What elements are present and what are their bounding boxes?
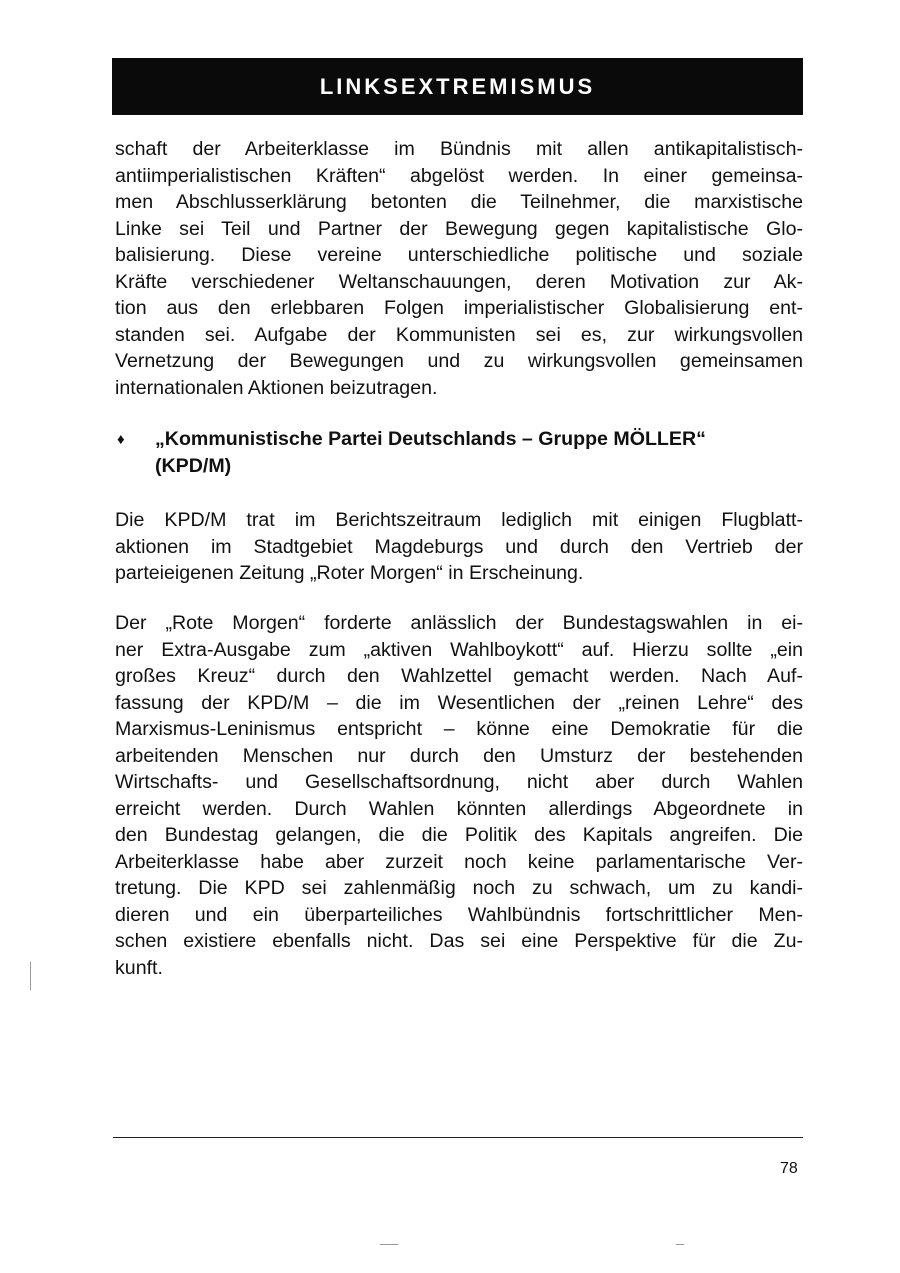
text-line: Arbeiterklasse habe aber zurzeit noch keine parlamentarische Ver- [115,850,803,873]
text-line: erreicht werden. Durch Wahlen könnten allerdings Abgeordnete in [115,797,803,820]
text-line: tion aus den erlebbaren Folgen imperialistischer Globalisierung ent- [115,297,803,319]
text-line: dieren und ein überparteiliches Wahlbündnis fortschrittlicher Men- [115,903,803,926]
scan-artifact [676,1244,684,1245]
text-line: antiimperialistischen Kräften“ abgelöst werden. In einer gemeinsa- [115,164,803,187]
section-heading-line: (KPD/M) [155,455,232,477]
section-heading [115,426,803,480]
text-line: Linke sei Teil und Partner der Bewegung gegen kapitalistische Glo- [115,217,803,240]
text-line: men Abschlusserklärung betonten die Teilnehmer, die marxistische [115,191,803,213]
text-line: großes Kreuz“ durch den Wahlzettel gemacht werden. Nach Auf- [115,665,803,687]
diamond-bullet-icon: ♦ [117,431,125,448]
text-line: balisierung. Diese vereine unterschiedliche politische und soziale [115,244,803,266]
paragraph-2 [115,507,803,587]
text-line: parteieigenen Zeitung „Roter Morgen“ in Erscheinung. [115,562,584,584]
text-line: standen sei. Aufgabe der Kommunisten sei es, zur wirkungsvollen [115,323,803,346]
section-title: LINKSEXTREMISMUS [319,73,596,99]
text-line: internationalen Aktionen beizutragen. [115,376,438,399]
text-line: Die KPD/M trat im Berichtszeitraum lediglich mit einigen Flugblatt- [115,509,803,531]
scan-artifact [380,1244,398,1245]
text-line: den Bundestag gelangen, die die Politik des Kapitals angreifen. Die [115,824,803,846]
text-line: arbeitenden Menschen nur durch den Umsturz der bestehenden [115,744,803,767]
text-line: ner Extra-Ausgabe zum „aktiven Wahlboykott“ auf. Hierzu sollte „ein [115,638,803,661]
text-line: aktionen im Stadtgebiet Magdeburgs und durch den Vertrieb der [115,535,803,558]
paragraph-1 [115,136,803,401]
text-line: fassung der KPD/M – die im Wesentlichen der „reinen Lehre“ des [115,691,803,714]
text-line: schaft der Arbeiterklasse im Bündnis mit allen antikapitalistisch- [115,138,803,160]
text-line: kunft. [115,956,163,979]
text-line: Wirtschafts- und Gesellschaftsordnung, nicht aber durch Wahlen [115,771,803,793]
text-line: Vernetzung der Bewegungen und zu wirkungsvollen gemeinsamen [115,350,803,372]
text-line: schen existiere ebenfalls nicht. Das sei eine Perspektive für die Zu- [115,930,803,952]
paragraph-3 [115,610,803,981]
scan-artifact [30,962,31,990]
text-line: Kräfte verschiedener Weltanschauungen, deren Motivation zur Ak- [115,270,803,293]
text-line: Der „Rote Morgen“ forderte anlässlich der Bundestagswahlen in ei- [115,612,803,634]
text-line: Marxismus-Leninismus entspricht – könne eine Demokratie für die [115,718,803,740]
text-line: tretung. Die KPD sei zahlenmäßig noch zu schwach, um zu kandi- [115,877,803,899]
page-number: 78 [780,1160,798,1177]
footer-rule [113,1137,803,1138]
section-heading-line: „Kommunistische Partei Deutschlands – Gruppe MÖLLER“ [155,428,706,450]
section-header-bar [112,58,803,115]
